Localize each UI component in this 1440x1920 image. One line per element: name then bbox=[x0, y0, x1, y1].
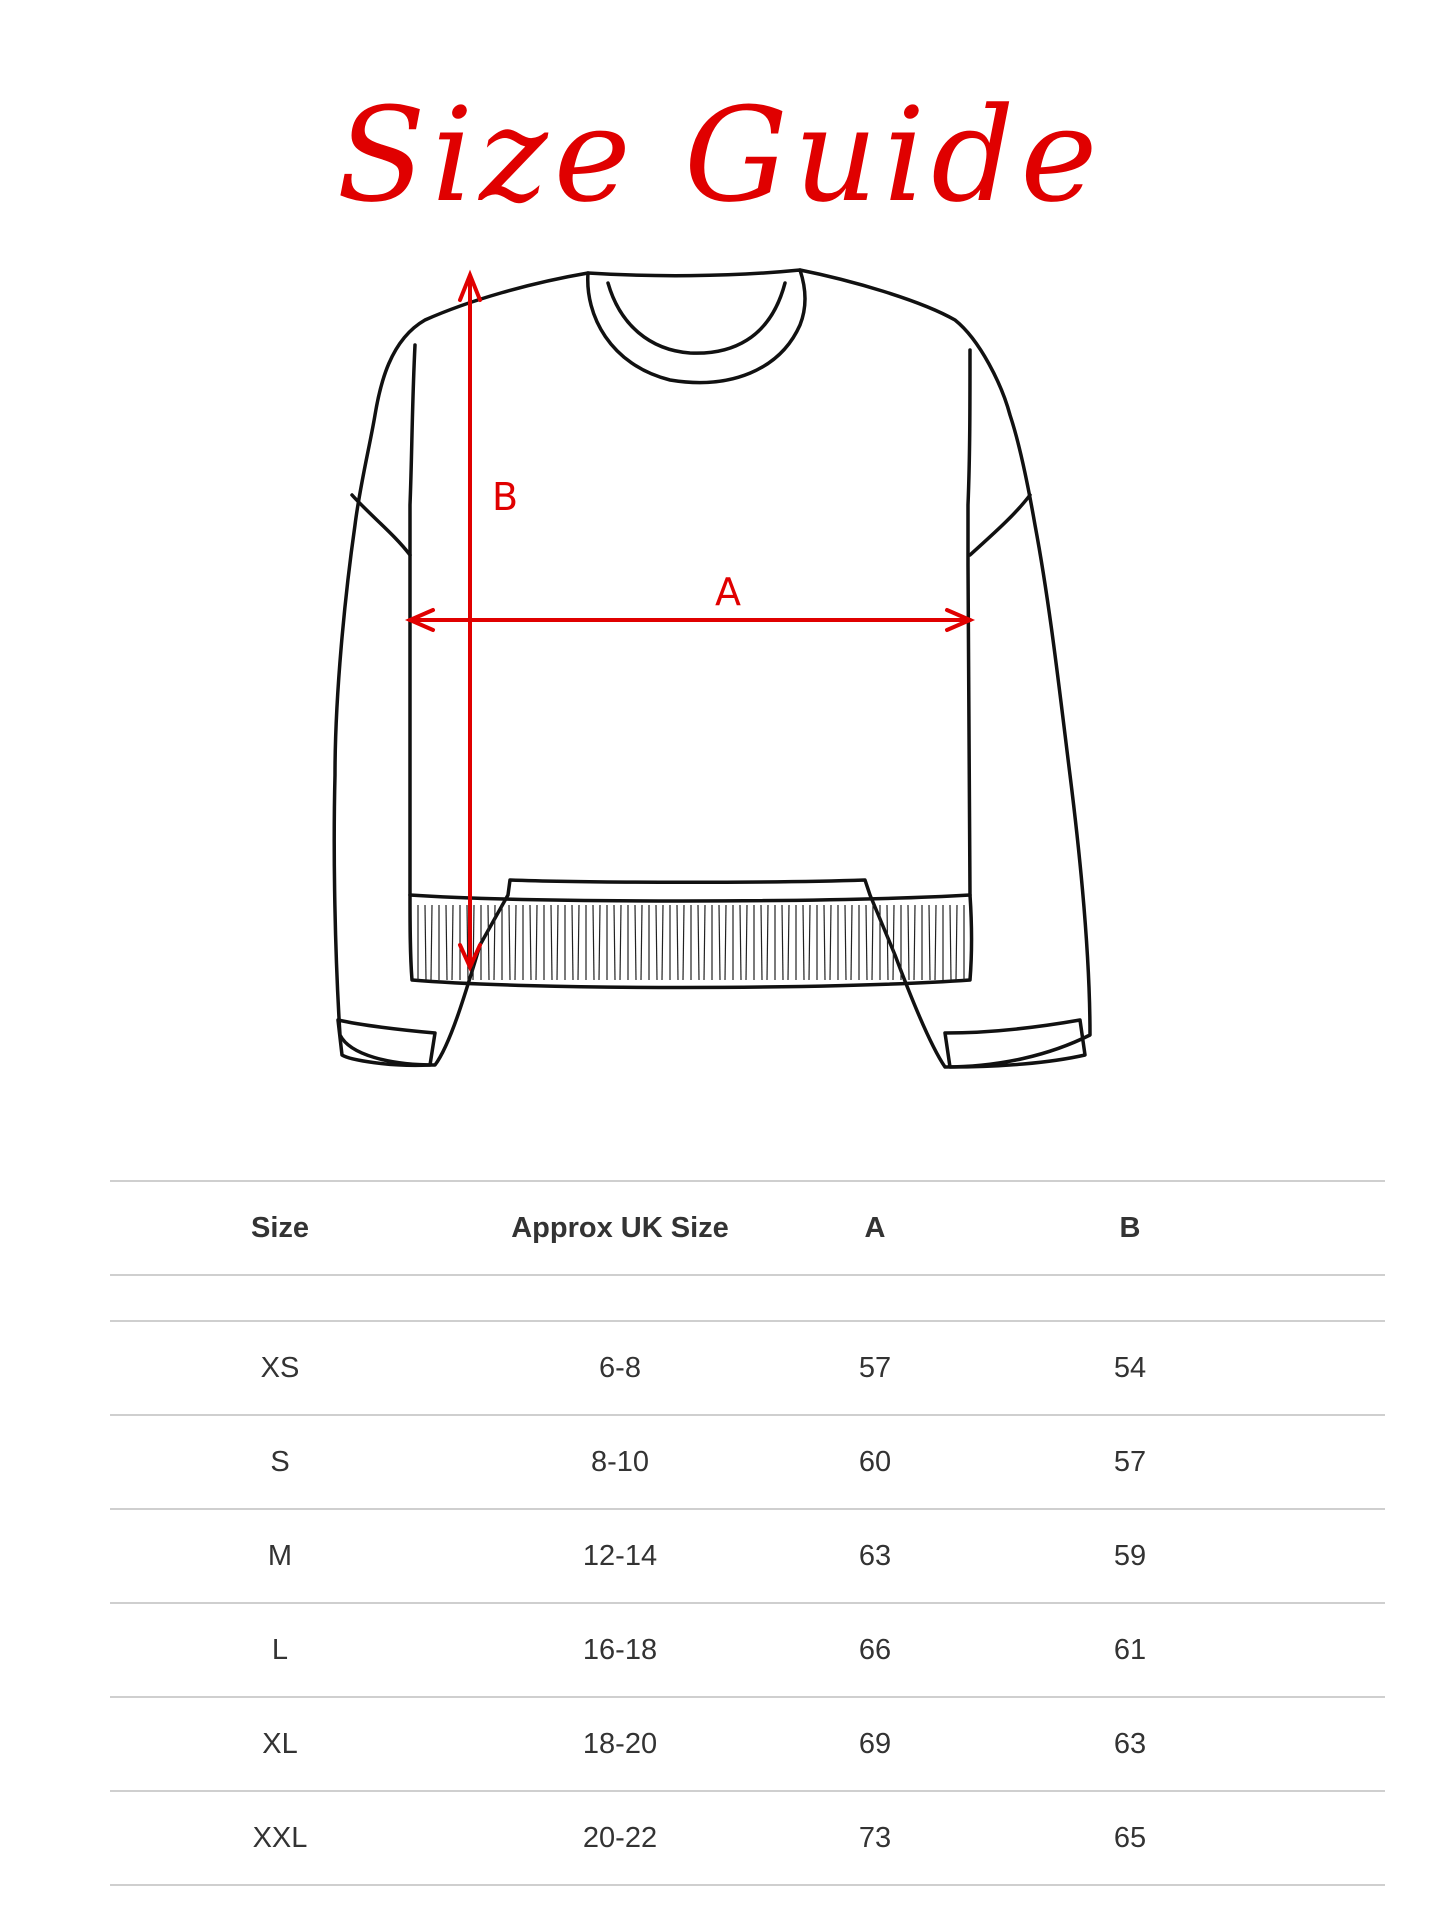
rib-line bbox=[431, 905, 432, 980]
cell-b: 54 bbox=[960, 1321, 1300, 1415]
cell-a: 63 bbox=[790, 1509, 960, 1603]
table-row bbox=[110, 1603, 1385, 1697]
rib-line bbox=[887, 905, 888, 980]
rib-line bbox=[467, 905, 468, 980]
rib-line bbox=[914, 905, 915, 980]
cell-size: S bbox=[110, 1415, 450, 1509]
cell-size: L bbox=[110, 1603, 450, 1697]
rib-line bbox=[809, 905, 810, 980]
cell-a: 66 bbox=[790, 1603, 960, 1697]
cell-b: 57 bbox=[960, 1415, 1300, 1509]
right-armhole bbox=[970, 495, 1030, 555]
rib-line bbox=[683, 905, 684, 980]
table-header-row bbox=[110, 1181, 1385, 1275]
rib-line bbox=[866, 905, 867, 980]
rib-line bbox=[782, 905, 783, 980]
rib-line bbox=[956, 905, 957, 980]
rib-line bbox=[761, 905, 762, 980]
sweatshirt-illustration bbox=[330, 255, 1130, 1110]
table-spacer-row bbox=[110, 1275, 1385, 1321]
rib-line bbox=[872, 905, 873, 980]
table-row bbox=[110, 1791, 1385, 1885]
waistband-ribbing bbox=[418, 905, 964, 980]
rib-line bbox=[704, 905, 705, 980]
rib-line bbox=[515, 905, 516, 980]
rib-line bbox=[509, 905, 510, 980]
cell-uk-size: 20-22 bbox=[450, 1791, 790, 1885]
table-row bbox=[110, 1697, 1385, 1791]
rib-line bbox=[536, 905, 537, 980]
rib-line bbox=[908, 905, 909, 980]
rib-line bbox=[719, 905, 720, 980]
rib-line bbox=[935, 905, 936, 980]
cell-b: 59 bbox=[960, 1509, 1300, 1603]
rib-line bbox=[698, 905, 699, 980]
column-header-size: Size bbox=[110, 1181, 450, 1275]
rib-line bbox=[488, 905, 489, 980]
rib-line bbox=[851, 905, 852, 980]
cell-size: XS bbox=[110, 1321, 450, 1415]
rib-line bbox=[551, 905, 552, 980]
rib-line bbox=[620, 905, 621, 980]
column-header-b: B bbox=[960, 1181, 1300, 1275]
rib-line bbox=[572, 905, 573, 980]
column-header-a: A bbox=[790, 1181, 960, 1275]
measure-b-label: B bbox=[492, 475, 519, 519]
cell-a: 73 bbox=[790, 1791, 960, 1885]
rib-line bbox=[593, 905, 594, 980]
rib-line bbox=[641, 905, 642, 980]
cell-size: XXL bbox=[110, 1791, 450, 1885]
rib-line bbox=[677, 905, 678, 980]
collar-inner bbox=[608, 283, 785, 353]
rib-line bbox=[845, 905, 846, 980]
rib-line bbox=[599, 905, 600, 980]
sweatshirt-diagram bbox=[330, 255, 1130, 1110]
cell-b: 63 bbox=[960, 1697, 1300, 1791]
rib-line bbox=[425, 905, 426, 980]
rib-line bbox=[746, 905, 747, 980]
left-cuff bbox=[338, 1020, 435, 1065]
rib-line bbox=[557, 905, 558, 980]
rib-line bbox=[830, 905, 831, 980]
rib-line bbox=[656, 905, 657, 980]
cell-uk-size: 6-8 bbox=[450, 1321, 790, 1415]
rib-line bbox=[614, 905, 615, 980]
size-table bbox=[110, 1180, 1385, 1886]
rib-line bbox=[530, 905, 531, 980]
cell-size: M bbox=[110, 1509, 450, 1603]
rib-line bbox=[578, 905, 579, 980]
rib-line bbox=[788, 905, 789, 980]
cell-uk-size: 16-18 bbox=[450, 1603, 790, 1697]
rib-line bbox=[446, 905, 447, 980]
rib-line bbox=[824, 905, 825, 980]
measure-a-label: A bbox=[715, 570, 741, 614]
cell-uk-size: 18-20 bbox=[450, 1697, 790, 1791]
cell-uk-size: 8-10 bbox=[450, 1415, 790, 1509]
cell-a: 60 bbox=[790, 1415, 960, 1509]
page-title: Size Guide bbox=[336, 79, 1104, 231]
rib-line bbox=[740, 905, 741, 980]
collar-outer bbox=[588, 270, 805, 383]
table-row bbox=[110, 1415, 1385, 1509]
rib-line bbox=[452, 905, 453, 980]
rib-line bbox=[725, 905, 726, 980]
rib-line bbox=[767, 905, 768, 980]
table-row bbox=[110, 1321, 1385, 1415]
rib-line bbox=[929, 905, 930, 980]
rib-line bbox=[803, 905, 804, 980]
cell-size: XL bbox=[110, 1697, 450, 1791]
column-header-uk-size: Approx UK Size bbox=[450, 1181, 790, 1275]
left-armhole bbox=[352, 495, 410, 555]
cell-b: 65 bbox=[960, 1791, 1300, 1885]
cell-uk-size: 12-14 bbox=[450, 1509, 790, 1603]
column-header-empty bbox=[1300, 1181, 1385, 1275]
table-row bbox=[110, 1509, 1385, 1603]
cell-a: 57 bbox=[790, 1321, 960, 1415]
rib-line bbox=[893, 905, 894, 980]
rib-line bbox=[662, 905, 663, 980]
rib-line bbox=[950, 905, 951, 980]
cell-b: 61 bbox=[960, 1603, 1300, 1697]
rib-line bbox=[635, 905, 636, 980]
cell-a: 69 bbox=[790, 1697, 960, 1791]
